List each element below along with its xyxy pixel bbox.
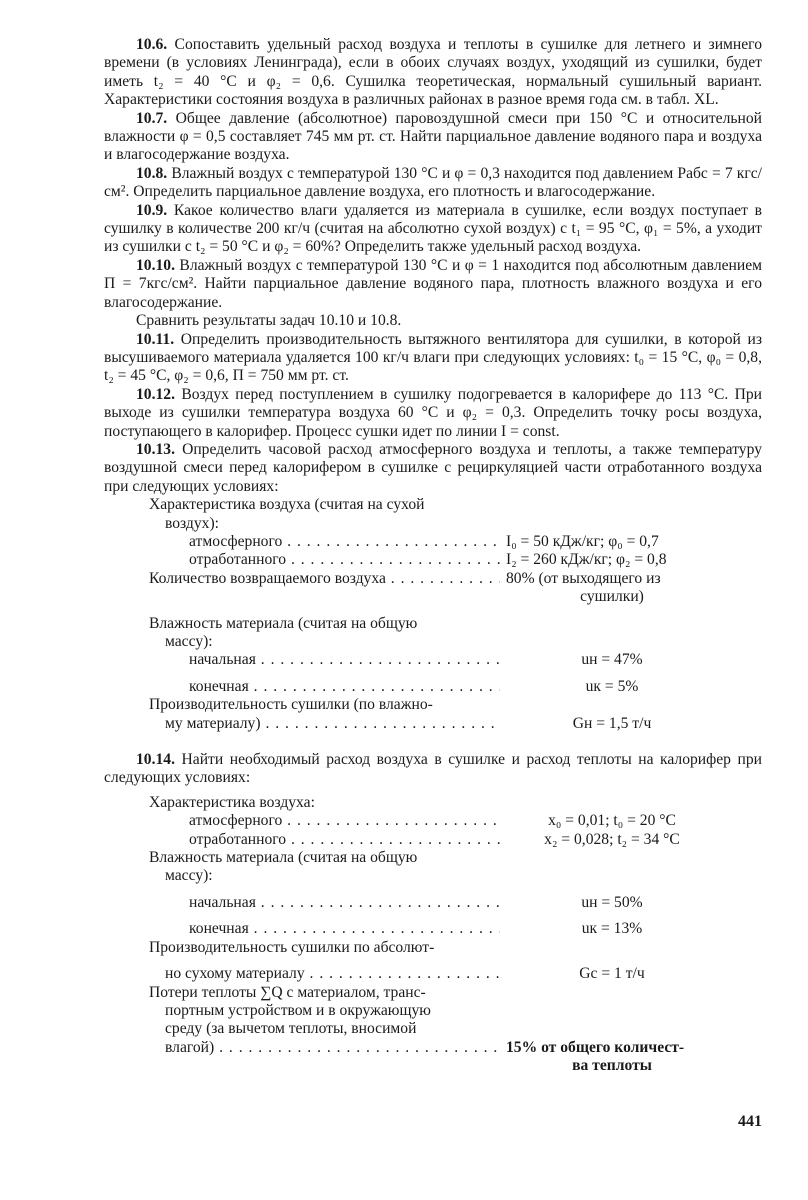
spec-label: Влажность материала (считая на общую bbox=[149, 614, 418, 632]
spacer bbox=[500, 670, 724, 678]
spec-value: 80% (от выходящего из bbox=[506, 569, 661, 587]
spec-label: конечная . . . bbox=[149, 920, 500, 938]
spacer bbox=[500, 886, 724, 894]
spec-value bbox=[500, 696, 724, 714]
spec-value: Gн = 1,5 т/ч bbox=[572, 714, 652, 732]
problem-number: 10.9. bbox=[136, 201, 168, 219]
spec-value: uк = 13% bbox=[581, 920, 643, 938]
compare-note: Сравнить результаты задач 10.10 и 10.8. bbox=[136, 312, 402, 330]
spec-label: массу): bbox=[165, 633, 213, 650]
problem-text: Определить производительность вытяжного вентилятора для сушилки, в которой из высушиваемого материала удаляется 100 кг/ч влаги при следующих условиях: t₀ = 15 °C, φ₀ = 0,8, t₂ = 45 °C, φ₂ = 0,6, П = 750 мм рт. ст. bbox=[104, 330, 762, 385]
problem-10-7 bbox=[104, 110, 762, 165]
spec-label: отработанного . . . bbox=[149, 551, 500, 569]
spec-label: воздух): bbox=[165, 514, 219, 532]
spec-value bbox=[500, 1002, 724, 1020]
spec-value: Gс = 1 т/ч bbox=[579, 965, 645, 983]
problem-10-14 bbox=[104, 751, 762, 788]
spec-label bbox=[149, 588, 500, 606]
spec-value: uн = 47% bbox=[581, 651, 643, 669]
spec-label: среду (за вычетом теплоты, вносимой bbox=[165, 1020, 417, 1038]
spec-label: Характеристика воздуха (считая на сухой bbox=[149, 496, 425, 514]
spec-value bbox=[500, 1020, 724, 1038]
spacer bbox=[500, 957, 724, 965]
problem-text: Определить часовой расход атмосферного воздуха и теплоты, а также температуру воздушной смеси перед калорифером в сушилке с рециркуляцией части отработанного воздуха при следующих условиях: bbox=[104, 440, 762, 495]
spec-value: сушилки) bbox=[580, 588, 644, 606]
spec-label: Производительность сушилки по абсолют- bbox=[149, 938, 435, 956]
problem-10-8 bbox=[104, 165, 762, 202]
spec-label: Характеристика воздуха: bbox=[149, 793, 315, 811]
spec-table-10-13 bbox=[149, 496, 724, 733]
problem-text: Какое количество влаги удаляется из материала в сушилке, если воздух поступает в сушилку в количестве 200 кг/ч (считая на абсолютно сухой воздух) с t₁ = 95 °C, φ₁ = 5%, а уходит из сушилки с t₂ = 50 °C и φ₂ = 60%? Определить также удельный расход воздуха. bbox=[104, 201, 762, 256]
problem-text: Найти необходимый расход воздуха в сушилке и расход теплоты на калорифер при следующих условиях: bbox=[104, 751, 762, 787]
spacer bbox=[149, 607, 500, 615]
problem-10-13 bbox=[104, 441, 762, 496]
problem-10-9 bbox=[104, 202, 762, 257]
spec-value bbox=[500, 496, 724, 514]
spec-label: атмосферного . . . bbox=[149, 533, 500, 551]
spec-value: ва теплоты bbox=[572, 1057, 652, 1075]
spec-label: начальная . . . bbox=[149, 894, 500, 912]
spec-table-10-14 bbox=[149, 794, 724, 1076]
problem-10-11 bbox=[104, 331, 762, 386]
spec-label: атмосферного . . . bbox=[149, 812, 500, 830]
spec-value: uн = 50% bbox=[581, 893, 643, 911]
spec-value: x₀ = 0,01; t₀ = 20 °C bbox=[548, 812, 676, 830]
spec-value bbox=[500, 849, 724, 867]
spacer bbox=[500, 912, 724, 920]
spec-label: начальная . . . bbox=[149, 651, 500, 669]
spec-value bbox=[500, 615, 724, 633]
problem-10-12 bbox=[104, 386, 762, 441]
spec-value bbox=[500, 794, 724, 812]
problem-text: Воздух перед поступлением в сушилку подогревается в калорифере до 113 °C. При выходе из сушилки температура воздуха 60 °C и φ₂ = 0,3. Определить точку росы воздуха, поступающего в калорифер. Процесс сушки идет по линии I = const. bbox=[104, 385, 762, 440]
spec-label: отработанного . . . bbox=[149, 831, 500, 849]
spec-label: Потери теплоты ∑Q с материалом, транс- bbox=[149, 983, 426, 1001]
problem-number: 10.6. bbox=[136, 36, 168, 53]
spacer bbox=[149, 670, 500, 678]
spacer bbox=[149, 886, 500, 894]
problems-10-11-to-10-13 bbox=[104, 331, 762, 497]
problem-number: 10.8. bbox=[136, 164, 168, 182]
problem-number: 10.14. bbox=[136, 751, 175, 769]
problems-10-6-to-10-10 bbox=[104, 36, 762, 312]
spec-value: 15% от общего количест- bbox=[506, 1038, 685, 1056]
spec-value bbox=[500, 515, 724, 533]
problem-text: Влажный воздух с температурой 130 °C и φ = 0,3 находится под давлением Pабс = 7 кгс/см². Определить парциальное давление воздуха, его плотность и влагосодержание. bbox=[104, 164, 762, 201]
spacer bbox=[500, 607, 724, 615]
problem-number: 10.7. bbox=[136, 109, 168, 127]
spec-label: портным устройством и в окружающую bbox=[165, 1001, 431, 1019]
spec-label: массу): bbox=[165, 867, 213, 885]
problem-number: 10.13. bbox=[136, 440, 175, 458]
spec-value: I₀ = 50 кДж/кг; φ₀ = 0,7 bbox=[506, 532, 659, 550]
spec-label: конечная . . . bbox=[149, 678, 500, 696]
spec-label bbox=[149, 1057, 500, 1075]
spec-label: но сухому материалу . . . bbox=[149, 965, 500, 983]
problem-10-10 bbox=[104, 257, 762, 312]
spacer bbox=[149, 912, 500, 920]
spec-value: x₂ = 0,028; t₂ = 34 °C bbox=[544, 830, 680, 848]
spec-label: Производительность сушилки (по влажно- bbox=[149, 696, 433, 714]
problem-number: 10.12. bbox=[136, 385, 175, 403]
page-number: 441 bbox=[738, 1113, 762, 1130]
problem-text: Влажный воздух с температурой 130 °C и φ = 1 находится под абсолютным давлением П = 7кгс/см². Найти парциальное давление водяного пара, плотность влажного воздуха и его влагосодержание. bbox=[104, 256, 762, 311]
spec-value bbox=[500, 939, 724, 957]
spec-label: влагой) . . . bbox=[149, 1039, 500, 1057]
problem-10-6 bbox=[104, 36, 762, 110]
spec-value bbox=[500, 633, 724, 651]
spec-label: му материалу) . . . bbox=[149, 715, 500, 733]
spec-value: uк = 5% bbox=[585, 677, 639, 695]
problem-text: Сопоставить удельный расход воздуха и теплоты в сушилке для летнего и зимнего времени (в условиях Ленинграда), если в обоих случаях воздух, уходящий из сушилки, будет иметь t₂ = 40 °C и φ₂ = 0,6. Сушилка теоретическая, нормальный сушильный вариант. Характеристики состояния воздуха в различных районах в разное время года см. в табл. XL. bbox=[104, 36, 762, 109]
problem-number: 10.10. bbox=[136, 256, 175, 274]
spec-label: Количество возвращаемого воздуха . . . bbox=[149, 570, 500, 588]
spec-label: Влажность материала (считая на общую bbox=[149, 849, 418, 867]
spec-value: I₂ = 260 кДж/кг; φ₂ = 0,8 bbox=[506, 551, 667, 569]
spacer bbox=[149, 957, 500, 965]
problem-text: Общее давление (абсолютное) паровоздушной смеси при 150 °C и относительной влажности φ = 0,5 составляет 745 мм рт. ст. Найти парциальное давление водяного пара и воздуха и влагосодержание воздуха. bbox=[104, 109, 762, 164]
spec-value bbox=[500, 867, 724, 885]
problem-number: 10.11. bbox=[136, 330, 175, 348]
spec-value bbox=[500, 984, 724, 1002]
